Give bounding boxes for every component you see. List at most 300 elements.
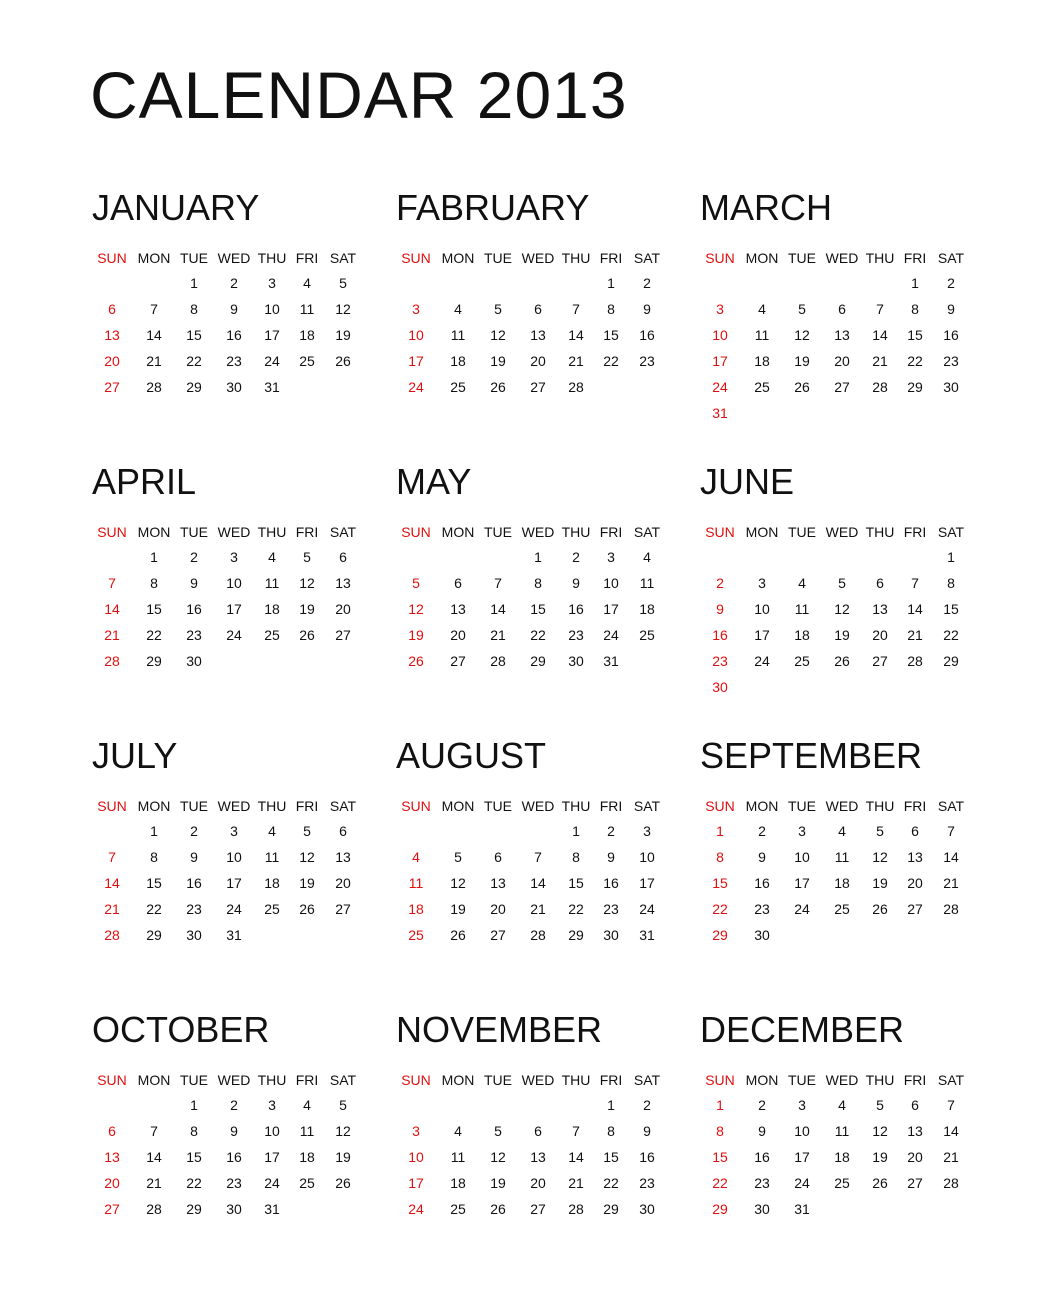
day-cell: 13 [450,601,466,617]
month-name: AUGUST [396,735,547,776]
day-cell: 19 [408,627,424,643]
week-row [698,322,970,348]
day-cell [518,1092,558,1118]
day-cell: 11 [450,1149,466,1165]
weekday-label: THU [561,798,591,814]
day-cell: 2 [716,575,724,591]
day-cell: 6 [339,823,347,839]
week-row [698,1118,970,1144]
day-cell: 7 [534,849,542,865]
day-cell: 17 [226,601,242,617]
month-day-grid [394,246,666,400]
weekday-label: SUN [97,798,127,814]
day-cell: 16 [603,875,619,891]
weekday-label: TUE [180,524,208,540]
day-cell: 29 [603,1201,619,1217]
weekday-label: MON [137,250,171,266]
day-cell: 8 [607,1123,615,1139]
weekday-label: WED [825,798,859,814]
week-row [394,570,666,596]
day-cell [134,1092,174,1118]
day-cell: 3 [798,1097,806,1113]
weekday-label: MON [745,1072,779,1088]
day-cell: 25 [299,353,315,369]
day-cell: 22 [712,901,728,917]
day-cell [698,544,742,570]
day-cell: 14 [872,327,888,343]
weekday-label: TUE [484,798,512,814]
day-cell: 30 [226,379,242,395]
day-cell: 21 [943,875,959,891]
day-cell: 14 [146,327,162,343]
week-row [394,896,666,922]
weekday-label: SUN [97,524,127,540]
day-cell: 13 [907,849,923,865]
day-cell [898,400,932,426]
month-january [90,187,370,400]
month-day-grid [90,246,362,400]
day-cell: 26 [335,353,351,369]
week-row [394,622,666,648]
month-day-grid [698,1068,970,1222]
weekday-label: SAT [329,798,357,814]
weekday-label: SAT [633,798,661,814]
weekday-label: TUE [788,1072,816,1088]
day-cell [438,1092,478,1118]
day-cell: 28 [943,1175,959,1191]
day-cell: 17 [712,353,728,369]
week-row [394,1170,666,1196]
day-cell: 11 [264,849,280,865]
weekday-header-row [698,794,970,818]
week-row [90,1170,362,1196]
day-cell: 22 [568,901,584,917]
day-cell: 30 [754,927,770,943]
day-cell [862,544,898,570]
day-cell: 22 [712,1175,728,1191]
day-cell: 8 [190,1123,198,1139]
day-cell: 8 [911,301,919,317]
day-cell: 15 [712,1149,728,1165]
day-cell [898,1196,932,1222]
week-row [394,322,666,348]
day-cell: 25 [450,379,466,395]
month-day-grid [698,246,970,426]
weekday-header-row [394,246,666,270]
month-october [90,1009,370,1222]
month-august [394,735,674,948]
day-cell: 2 [947,275,955,291]
week-row [698,544,970,570]
week-row [394,648,666,674]
weekday-label: FRI [903,250,927,266]
week-row [394,922,666,948]
weekday-label: TUE [484,250,512,266]
day-cell: 23 [754,901,770,917]
page-title: CALENDAR 2013 [90,58,628,132]
day-cell: 11 [264,575,280,591]
day-cell [742,270,782,296]
weekday-label: FRI [599,250,623,266]
day-cell: 4 [454,301,462,317]
day-cell: 8 [534,575,542,591]
day-cell: 11 [754,327,770,343]
day-cell: 25 [450,1201,466,1217]
day-cell: 1 [607,1097,615,1113]
week-row [394,1118,666,1144]
day-cell: 18 [299,327,315,343]
week-row [698,674,970,700]
day-cell: 7 [494,575,502,591]
day-cell: 28 [568,1201,584,1217]
day-cell: 6 [339,549,347,565]
day-cell: 12 [299,575,315,591]
day-cell: 5 [494,1123,502,1139]
day-cell: 27 [530,1201,546,1217]
day-cell: 24 [408,1201,424,1217]
day-cell [742,400,782,426]
day-cell: 10 [794,849,810,865]
week-row [90,844,362,870]
day-cell: 7 [572,1123,580,1139]
day-cell: 17 [794,875,810,891]
day-cell [290,374,324,400]
week-row [90,374,362,400]
week-row [698,570,970,596]
day-cell: 9 [230,1123,238,1139]
week-row [90,296,362,322]
day-cell: 27 [907,901,923,917]
weekday-header-row [394,1068,666,1092]
day-cell: 19 [450,901,466,917]
day-cell: 10 [639,849,655,865]
weekday-header-row [90,520,362,544]
day-cell: 23 [568,627,584,643]
day-cell: 2 [230,275,238,291]
day-cell: 29 [712,927,728,943]
day-cell: 25 [264,901,280,917]
day-cell: 19 [872,875,888,891]
day-cell: 24 [264,353,280,369]
day-cell: 1 [572,823,580,839]
day-cell: 16 [639,1149,655,1165]
day-cell: 26 [872,901,888,917]
day-cell [254,922,290,948]
day-cell: 24 [639,901,655,917]
day-cell: 4 [454,1123,462,1139]
day-cell: 31 [264,379,280,395]
day-cell: 11 [794,601,810,617]
day-cell: 27 [530,379,546,395]
day-cell [558,270,594,296]
day-cell [478,544,518,570]
day-cell: 29 [186,1201,202,1217]
day-cell: 27 [490,927,506,943]
week-row [698,296,970,322]
day-cell [518,818,558,844]
day-cell [742,544,782,570]
day-cell: 19 [872,1149,888,1165]
month-name: FABRUARY [396,187,590,228]
month-name: JULY [92,735,178,776]
day-cell: 20 [104,1175,120,1191]
weekday-label: FRI [599,798,623,814]
weekday-label: THU [865,524,895,540]
day-cell: 19 [794,353,810,369]
month-april [90,461,370,674]
weekday-header-row [90,794,362,818]
day-cell: 18 [450,1175,466,1191]
day-cell [628,374,666,400]
weekday-label: MON [441,798,475,814]
day-cell [90,818,134,844]
day-cell [90,1092,134,1118]
day-cell: 2 [572,549,580,565]
weekday-label: THU [561,250,591,266]
day-cell: 9 [572,575,580,591]
day-cell: 25 [794,653,810,669]
weekday-label: WED [521,798,555,814]
weekday-label: SAT [633,524,661,540]
day-cell: 21 [146,353,162,369]
day-cell: 18 [834,1149,850,1165]
day-cell: 18 [264,601,280,617]
weekday-label: SUN [705,1072,735,1088]
weekday-label: SAT [937,1072,965,1088]
day-cell: 15 [186,327,202,343]
weekday-header-row [698,1068,970,1092]
day-cell: 15 [186,1149,202,1165]
month-march [698,187,978,426]
weekday-label: WED [521,524,555,540]
day-cell [698,270,742,296]
day-cell: 4 [268,549,276,565]
day-cell: 22 [146,901,162,917]
day-cell: 17 [603,601,619,617]
day-cell [782,922,822,948]
day-cell: 2 [230,1097,238,1113]
day-cell [394,1092,438,1118]
day-cell [394,544,438,570]
day-cell [594,374,628,400]
day-cell: 16 [754,1149,770,1165]
weekday-label: THU [257,524,287,540]
day-cell: 12 [335,1123,351,1139]
day-cell: 6 [911,823,919,839]
day-cell: 24 [408,379,424,395]
day-cell: 22 [186,1175,202,1191]
weekday-label: TUE [788,524,816,540]
day-cell: 17 [754,627,770,643]
day-cell: 28 [943,901,959,917]
weekday-label: THU [865,1072,895,1088]
week-row [90,270,362,296]
day-cell: 13 [530,1149,546,1165]
day-cell: 18 [754,353,770,369]
day-cell: 14 [104,875,120,891]
day-cell: 12 [872,849,888,865]
weekday-label: WED [521,250,555,266]
day-cell: 24 [794,1175,810,1191]
day-cell: 17 [408,353,424,369]
weekday-label: THU [865,798,895,814]
day-cell [782,400,822,426]
day-cell: 10 [794,1123,810,1139]
day-cell: 12 [834,601,850,617]
week-row [698,844,970,870]
day-cell: 1 [534,549,542,565]
day-cell: 19 [490,1175,506,1191]
weekday-header-row [90,1068,362,1092]
day-cell: 30 [943,379,959,395]
day-cell: 26 [834,653,850,669]
weekday-label: MON [441,250,475,266]
week-row [698,1170,970,1196]
day-cell: 20 [450,627,466,643]
day-cell: 25 [834,1175,850,1191]
day-cell [134,270,174,296]
weekday-label: SUN [401,250,431,266]
day-cell: 21 [568,353,584,369]
day-cell: 26 [872,1175,888,1191]
weekday-label: SUN [401,524,431,540]
day-cell [862,674,898,700]
day-cell [822,400,862,426]
week-row [90,570,362,596]
day-cell: 5 [454,849,462,865]
day-cell: 9 [758,849,766,865]
week-row [90,818,362,844]
day-cell: 30 [754,1201,770,1217]
day-cell: 4 [412,849,420,865]
day-cell: 9 [643,1123,651,1139]
day-cell: 9 [190,575,198,591]
day-cell: 13 [907,1123,923,1139]
day-cell [932,674,970,700]
day-cell: 4 [798,575,806,591]
week-row [90,596,362,622]
week-row [394,1144,666,1170]
day-cell: 4 [643,549,651,565]
day-cell: 14 [490,601,506,617]
day-cell: 27 [907,1175,923,1191]
day-cell: 25 [834,901,850,917]
weekday-label: WED [825,524,859,540]
day-cell: 30 [603,927,619,943]
day-cell: 28 [872,379,888,395]
day-cell: 23 [712,653,728,669]
day-cell: 17 [408,1175,424,1191]
day-cell [822,544,862,570]
day-cell [898,544,932,570]
day-cell: 20 [907,1149,923,1165]
day-cell: 23 [639,353,655,369]
weekday-label: THU [257,250,287,266]
weekday-label: THU [865,250,895,266]
weekday-label: WED [825,250,859,266]
day-cell: 11 [639,575,655,591]
day-cell [932,400,970,426]
day-cell: 27 [872,653,888,669]
day-cell [862,270,898,296]
day-cell: 3 [230,823,238,839]
day-cell: 2 [643,1097,651,1113]
day-cell: 12 [872,1123,888,1139]
day-cell: 3 [643,823,651,839]
day-cell: 3 [716,301,724,317]
day-cell: 29 [146,927,162,943]
day-cell [290,1196,324,1222]
day-cell: 1 [607,275,615,291]
day-cell: 22 [186,353,202,369]
day-cell: 1 [947,549,955,565]
day-cell: 6 [876,575,884,591]
day-cell [558,1092,594,1118]
week-row [698,870,970,896]
day-cell: 6 [838,301,846,317]
day-cell: 3 [412,301,420,317]
day-cell: 3 [230,549,238,565]
day-cell: 16 [754,875,770,891]
weekday-label: SAT [329,250,357,266]
weekday-label: FRI [295,798,319,814]
day-cell: 20 [530,353,546,369]
month-day-grid [90,794,362,948]
day-cell: 27 [450,653,466,669]
day-cell: 9 [643,301,651,317]
day-cell [898,674,932,700]
day-cell: 12 [490,327,506,343]
day-cell: 24 [264,1175,280,1191]
day-cell: 26 [335,1175,351,1191]
week-row [90,1144,362,1170]
day-cell: 7 [150,301,158,317]
week-row [90,348,362,374]
week-row [698,922,970,948]
month-day-grid [90,1068,362,1222]
day-cell: 16 [186,875,202,891]
month-name: NOVEMBER [396,1009,603,1050]
day-cell [324,1196,362,1222]
day-cell: 18 [264,875,280,891]
weekday-label: TUE [788,798,816,814]
day-cell: 30 [639,1201,655,1217]
day-cell: 9 [190,849,198,865]
month-name: OCTOBER [92,1009,270,1050]
day-cell: 11 [834,1123,850,1139]
day-cell: 24 [603,627,619,643]
day-cell: 14 [943,1123,959,1139]
day-cell: 31 [712,405,728,421]
weekday-label: THU [561,1072,591,1088]
day-cell: 14 [568,1149,584,1165]
day-cell: 29 [568,927,584,943]
day-cell: 31 [264,1201,280,1217]
day-cell [438,544,478,570]
month-july [90,735,370,948]
weekday-label: SAT [937,250,965,266]
weekday-label: SUN [97,1072,127,1088]
day-cell: 7 [108,575,116,591]
day-cell: 24 [712,379,728,395]
day-cell: 28 [146,1201,162,1217]
weekday-label: FRI [599,524,623,540]
day-cell: 8 [150,849,158,865]
weekday-label: SUN [401,798,431,814]
day-cell: 20 [335,601,351,617]
day-cell [214,648,254,674]
day-cell: 26 [794,379,810,395]
